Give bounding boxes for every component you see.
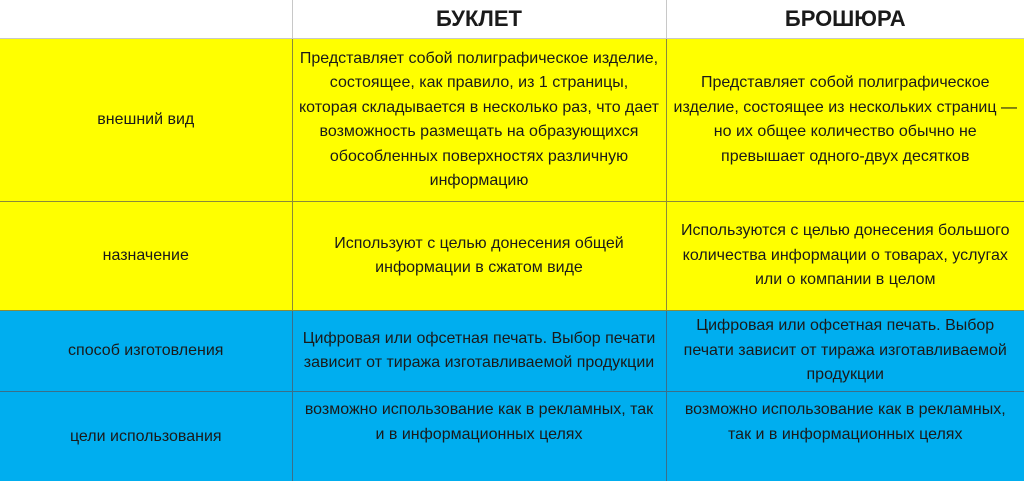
- table-row: [0, 311, 1024, 392]
- table-row: [0, 39, 1024, 202]
- cell-buklet-usage: возможно использование как в рекламных, так и в информационных целях: [292, 392, 666, 481]
- cell-broshura-usage: возможно использование как в рекламных, так и в информационных целях: [666, 392, 1024, 481]
- row-label-appearance: внешний вид: [0, 39, 292, 202]
- table-row: [0, 392, 1024, 481]
- cell-buklet-production: Цифровая или офсетная печать. Выбор печати зависит от тиража изготавливаемой продукции: [292, 311, 666, 392]
- cell-broshura-appearance: Представляет собой полиграфическое изделие, состоящее из нескольких страниц — но их общее количество обычно не превышает одного-двух десятков: [666, 39, 1024, 202]
- header-corner-cell: [0, 0, 292, 39]
- cell-buklet-appearance: Представляет собой полиграфическое изделие, состоящее, как правило, из 1 страницы, которая складывается в несколько раз, что дает возможность размещать на образующихся обособленных поверхностях различную информацию: [292, 39, 666, 202]
- header-broshura: БРОШЮРА: [666, 0, 1024, 39]
- row-label-purpose: назначение: [0, 202, 292, 311]
- cell-broshura-purpose: Используются с целью донесения большого количества информации о товарах, услугах или о компании в целом: [666, 202, 1024, 311]
- row-label-production: способ изготовления: [0, 311, 292, 392]
- table-row: [0, 202, 1024, 311]
- row-label-usage: цели использования: [0, 392, 292, 481]
- cell-buklet-purpose: Используют с целью донесения общей информации в сжатом виде: [292, 202, 666, 311]
- header-buklet: БУКЛЕТ: [292, 0, 666, 39]
- cell-broshura-production: Цифровая или офсетная печать. Выбор печати зависит от тиража изготавливаемой продукции: [666, 311, 1024, 392]
- header-row: [0, 0, 1024, 39]
